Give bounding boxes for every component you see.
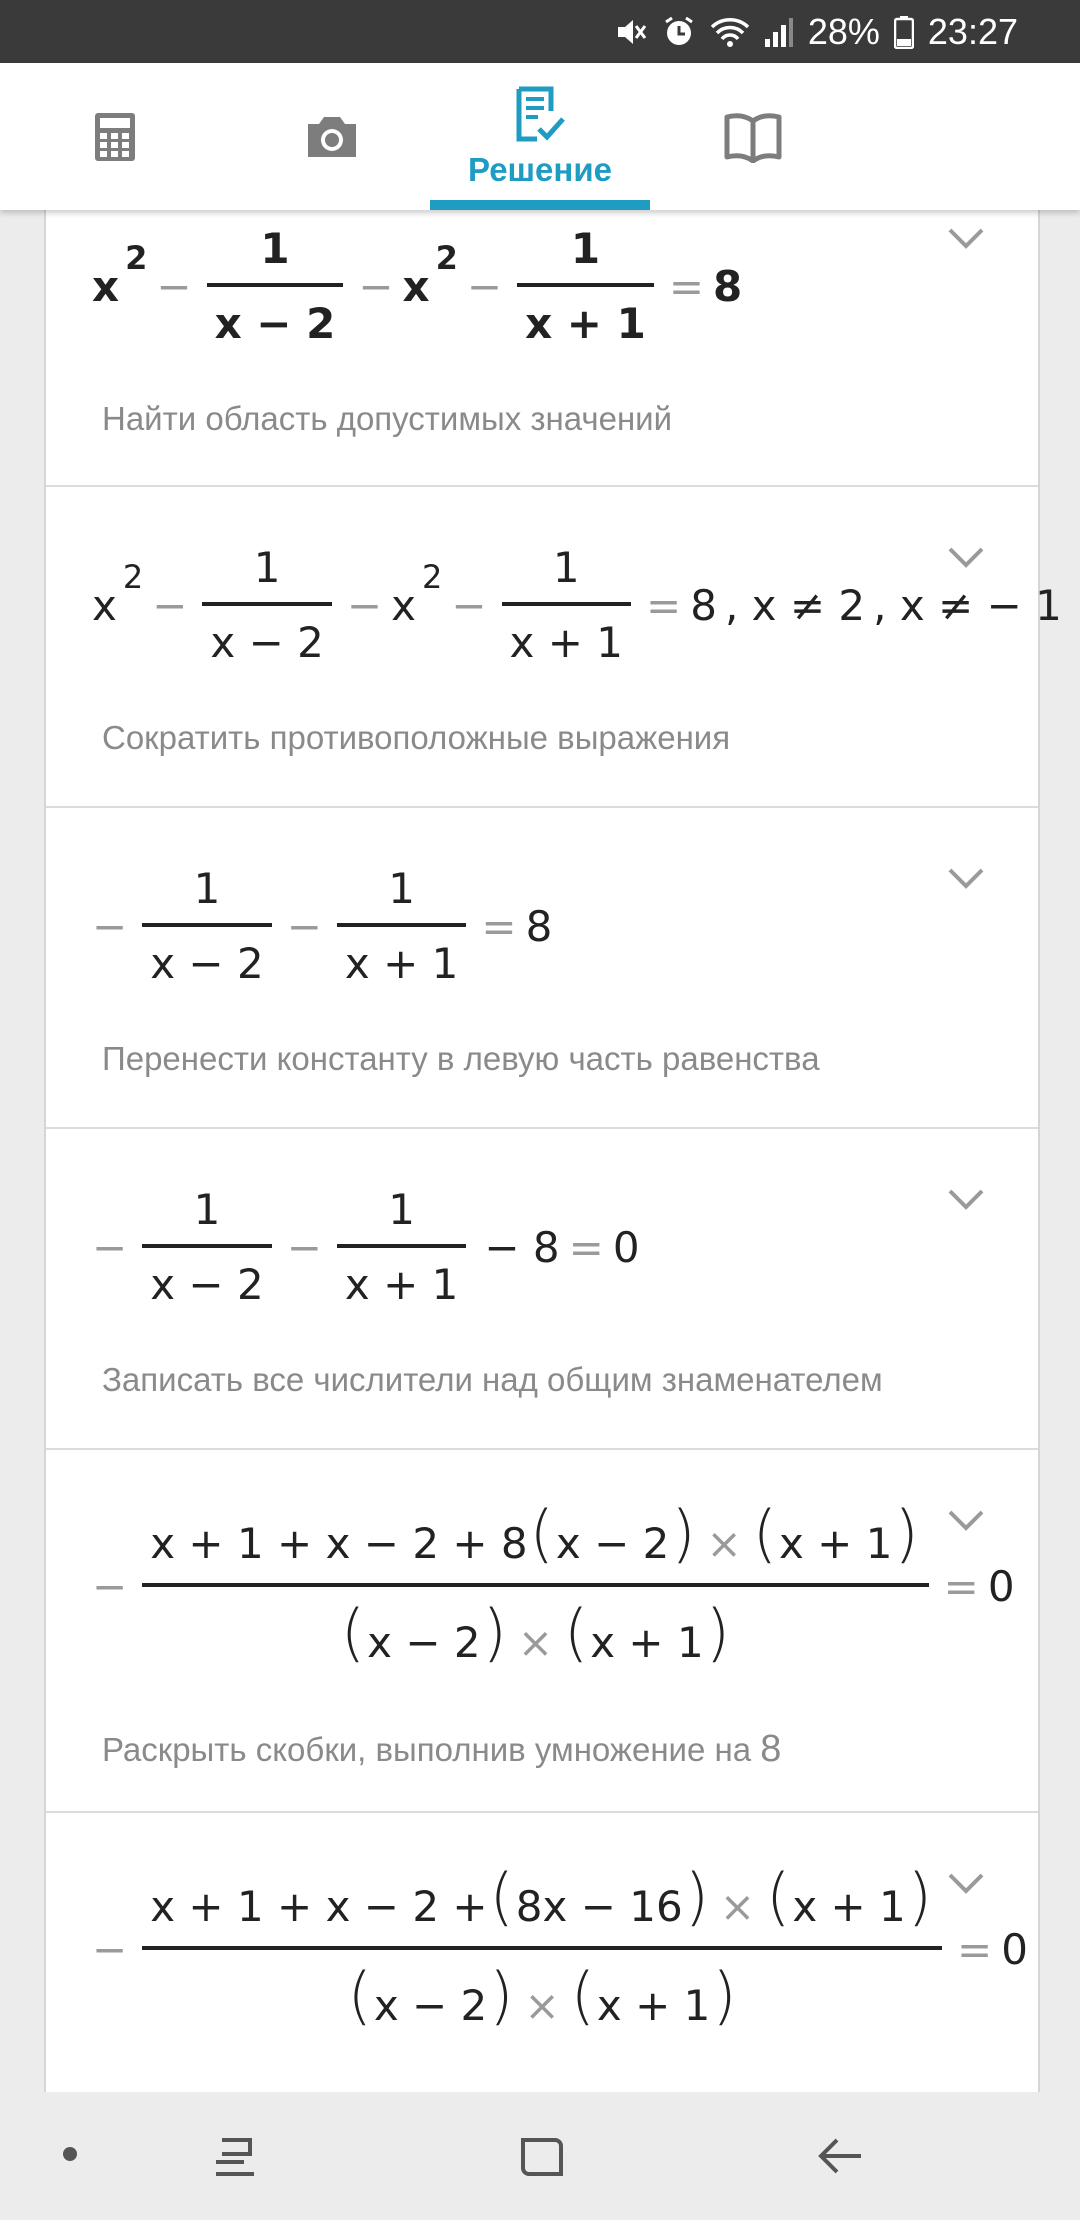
step-6-expression: − $\frac{x + 1 + x - 2 +(8x - 16) \times (x + 1)}{(x - 2) \times (x + 1)}$ = 0 (92, 1860, 1028, 2032)
camera-icon (304, 114, 360, 160)
step-4-expression: − $\frac{1}{x - 2}$ − $\frac{1}{x + 1}$ − 8 = 0 (92, 1185, 640, 1309)
clock: 23:27 (927, 10, 1018, 52)
step-2-expression: x 2 − $\frac{1}{x - 2}$ − x 2 − $\frac{1}{x + 1}$ = 8 , x ≠ 2 , x ≠ − 1 (92, 543, 1062, 667)
chevron-down-icon[interactable] (946, 1187, 986, 1213)
mute-icon (614, 15, 648, 49)
status-bar (0, 0, 1080, 63)
signal-icon (764, 15, 794, 49)
system-navigation-bar (0, 2092, 1080, 2220)
tab-solution-label: Решение (468, 150, 612, 188)
tab-camera[interactable] (272, 63, 392, 210)
tab-calculator[interactable] (55, 63, 175, 210)
dot-icon (58, 2142, 82, 2166)
home-button[interactable] (515, 2130, 567, 2187)
step-5-description: Раскрыть скобки, выполнив умножение на 8 (102, 1728, 782, 1770)
chevron-down-icon[interactable] (946, 866, 986, 892)
step-6[interactable] (46, 1813, 1038, 2092)
steps-list (44, 210, 1062, 2092)
chevron-down-icon[interactable] (946, 226, 986, 252)
home-icon (515, 2130, 567, 2182)
top-tab-bar (0, 63, 1080, 210)
recent-apps-icon (212, 2132, 262, 2182)
battery-percent: 28% (807, 10, 880, 52)
step-5[interactable] (46, 1450, 1038, 1813)
calculator-icon (93, 111, 137, 163)
step-1-expression: x 2 − $\frac{1}{x - 2}$ − x 2 − $\frac{1}{x + 1}$ = 8 (92, 224, 743, 348)
step-1-description: Найти область допустимых значений (102, 400, 673, 437)
step-3-description: Перенести константу в левую часть равенства (102, 1040, 820, 1077)
step-4-description: Записать все числители над общим знаменателем (102, 1361, 883, 1398)
battery-icon (894, 15, 914, 49)
recent-apps-button[interactable] (212, 2132, 262, 2187)
step-1[interactable] (46, 210, 1038, 487)
back-icon (815, 2130, 867, 2182)
solution-steps[interactable] (0, 210, 1080, 2092)
dot-button[interactable] (58, 2142, 82, 2171)
step-3[interactable] (46, 808, 1038, 1129)
solution-icon (511, 85, 569, 145)
step-2-description: Сократить противоположные выражения (102, 719, 731, 756)
tab-book[interactable] (693, 63, 813, 210)
alarm-icon (662, 15, 696, 49)
active-tab-indicator (430, 200, 650, 210)
book-icon (723, 111, 783, 163)
step-4[interactable] (46, 1129, 1038, 1450)
back-button[interactable] (815, 2130, 867, 2187)
step-2[interactable] (46, 487, 1062, 808)
tab-solution[interactable] (430, 63, 650, 210)
step-5-expression: − $\frac{x + 1 + x - 2 + 8(x - 2) \times (x + 1)}{(x - 2) \times (x + 1)}$ = 0 (92, 1497, 1015, 1669)
step-3-expression: − $\frac{1}{x - 2}$ − $\frac{1}{x + 1}$ = 8 (92, 864, 553, 988)
wifi-icon (710, 15, 750, 49)
